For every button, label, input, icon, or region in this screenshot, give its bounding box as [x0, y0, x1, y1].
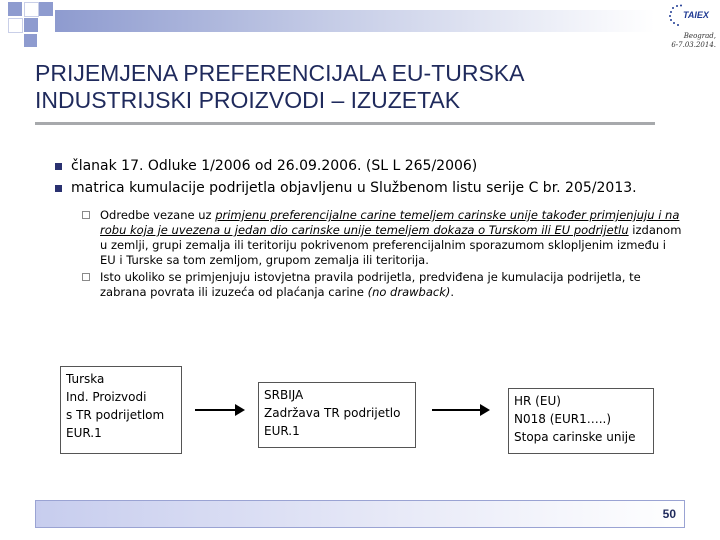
arrow-right-icon [432, 409, 488, 411]
bullet-text: član​ak 17. Odluke 1/2006 od 26.09.2006. (SL L 265/2006) [71, 158, 478, 174]
decor-square [24, 34, 37, 47]
title-line-2: INDUSTRIJSKI PROIZVODI – IZUZETAK [35, 87, 461, 113]
title-line-1: PRIJEMJENA PREFERENCIJALA EU-TURSKA [35, 60, 525, 86]
decor-square [8, 2, 22, 16]
checkbox-bullet-icon [82, 211, 90, 219]
decor-square [39, 2, 53, 16]
header-gradient-bar [55, 10, 655, 32]
sub-bullet-text: Isto ukoliko se primjenjuju istovjetna pravila podrijetla, predviđena je kumulacija podrijetla, te zabrana povrata ili izuzeća od plaćanja carine [100, 270, 641, 299]
bullet-item [55, 177, 695, 199]
box-line: N018 (EUR1…..) [514, 412, 612, 426]
transit-box-srbija [258, 382, 416, 448]
decor-square [24, 2, 39, 17]
arrow-right-icon [195, 409, 243, 411]
origin-box-turska [60, 366, 182, 454]
checkbox-bullet-icon [82, 273, 90, 281]
sub-bullet-item [82, 208, 682, 268]
sub-bullet-underlined: primjenu preferencijalne carine temeljem carinske unije također primjenjuju i na robu koja je uvezena u jedan dio carinske unije temeljem dokaza o Turskom ili EU podrijetlu [100, 208, 680, 237]
sub-bullet-list [82, 208, 682, 302]
box-line: s TR podrijetlom [66, 408, 165, 422]
box-line: HR (EU) [514, 394, 561, 408]
title-divider [35, 122, 655, 125]
bullet-text: matrica kumulacije podrijetla objavljenu u Službenom listu serije C br. 205/2013. [71, 180, 637, 196]
box-line: Ind. Proizvodi [66, 390, 147, 404]
square-bullet-icon [55, 185, 62, 192]
sub-bullet-suffix: izdanom u zemlji, grupi zemalja ili teritoriju pokrivenom preferencijalnim sporazumom sklopljenim između i EU i Turske sa tom zemljom, grupom zemalja ili teritorija. [100, 223, 682, 267]
place-line: Beograd, [683, 32, 716, 40]
sub-bullet-end: . [450, 285, 454, 299]
sub-bullet-item [82, 270, 682, 300]
square-bullet-icon [55, 163, 62, 170]
bullet-item [55, 155, 695, 177]
box-line: Stopa carinske unije [514, 430, 636, 444]
bullet-list [55, 155, 695, 199]
sub-bullet-prefix: Odredbe vezane uz [100, 208, 216, 222]
box-line: Zadržava TR podrijetlo [264, 406, 401, 420]
box-line: EUR.1 [66, 426, 102, 440]
sub-bullet-italic: (no drawback) [367, 285, 451, 299]
box-line: SRBIJA [264, 388, 304, 402]
page-number: 50 [662, 507, 676, 521]
slide-title [35, 60, 655, 114]
date-line: 6-7.03.2014. [671, 41, 716, 49]
destination-box-hr [508, 388, 654, 454]
decor-square [8, 18, 23, 33]
footer-bar [35, 500, 685, 528]
logo-text: TAIEX [683, 10, 709, 20]
decor-square [24, 18, 38, 32]
box-line: EUR.1 [264, 424, 300, 438]
box-line: Turska [66, 372, 105, 386]
place-date [668, 32, 716, 50]
